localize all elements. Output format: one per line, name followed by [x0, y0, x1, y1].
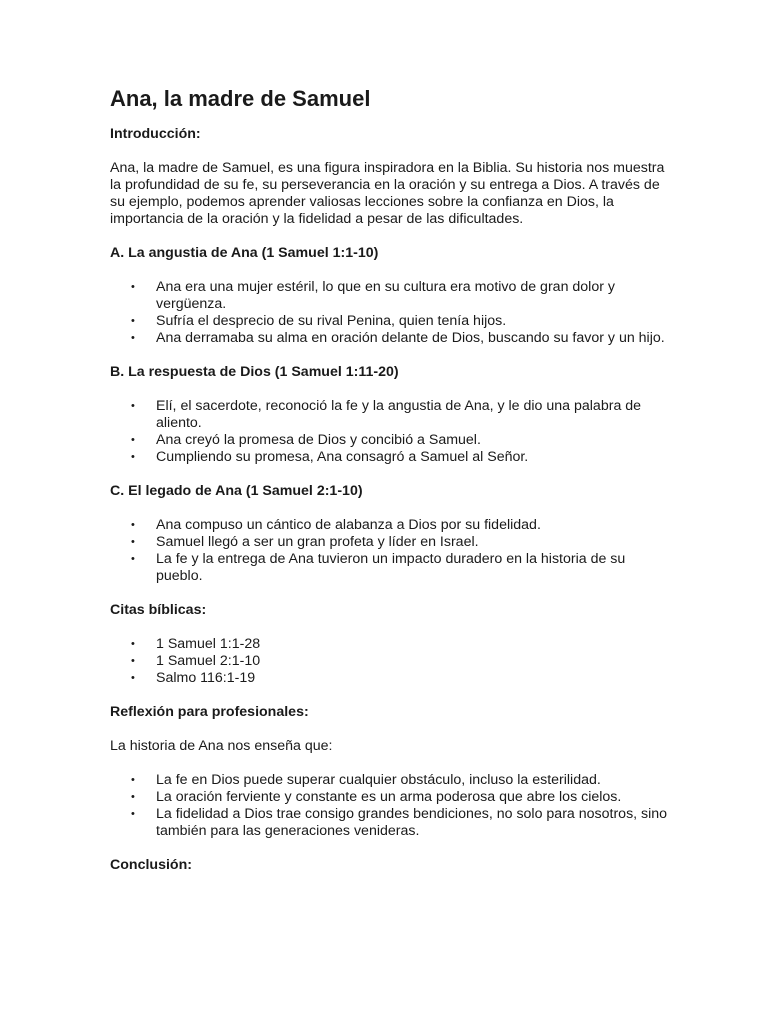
bullet-icon: •	[131, 281, 135, 294]
list-item: • Ana derramaba su alma en oración delante de Dios, buscando su favor y un hijo.	[131, 330, 665, 347]
list-item: • La fe y la entrega de Ana tuvieron un impacto duradero en la historia de su pueblo.	[131, 551, 626, 585]
bullet-icon: •	[131, 332, 135, 345]
reflection-heading: Reflexión para profesionales:	[110, 704, 309, 721]
section-c-heading: C. El legado de Ana (1 Samuel 2:1-10)	[110, 483, 363, 500]
section-b-list	[110, 398, 670, 466]
list-item: • 1 Samuel 2:1-10	[131, 653, 261, 670]
bullet-icon: •	[131, 400, 135, 413]
list-item: • 1 Samuel 1:1-28	[131, 636, 261, 653]
list-item: • Samuel llegó a ser un gran profeta y líder en Israel.	[131, 534, 479, 551]
bullet-icon: •	[131, 536, 135, 549]
reflection-list	[110, 772, 670, 840]
bullet-icon: •	[131, 638, 135, 651]
section-a-list	[110, 279, 670, 347]
list-item: • Sufría el desprecio de su rival Penina, quien tenía hijos.	[131, 313, 507, 330]
intro-paragraph: Ana, la madre de Samuel, es una figura inspiradora en la Biblia. Su historia nos muestra la profundidad de su fe, su perseverancia en la oración y su entrega a Dios. A través de su ejemplo, podemos aprender valiosas lecciones sobre la confianza en Dios, la importancia de la oración y la fidelidad a pesar de las dificultades.	[110, 160, 665, 228]
intro-heading: Introducción:	[110, 126, 201, 143]
bullet-icon: •	[131, 655, 135, 668]
document-title: Ana, la madre de Samuel	[110, 86, 371, 111]
section-c-list	[110, 517, 670, 585]
document-page	[110, 86, 670, 891]
bullet-icon: •	[131, 315, 135, 328]
bullet-icon: •	[131, 808, 135, 821]
section-b-heading: B. La respuesta de Dios (1 Samuel 1:11-20)	[110, 364, 399, 381]
bullet-icon: •	[131, 434, 135, 447]
citations-heading: Citas bíblicas:	[110, 602, 207, 619]
list-item: • La fe en Dios puede superar cualquier obstáculo, incluso la esterilidad.	[131, 772, 601, 789]
list-item: • La oración ferviente y constante es un arma poderosa que abre los cielos.	[131, 789, 622, 806]
bullet-icon: •	[131, 451, 135, 464]
bullet-icon: •	[131, 791, 135, 804]
bullet-icon: •	[131, 553, 135, 566]
section-a-heading: A. La angustia de Ana (1 Samuel 1:1-10)	[110, 245, 379, 262]
list-item: • Ana creyó la promesa de Dios y concibió a Samuel.	[131, 432, 481, 449]
reflection-paragraph: La historia de Ana nos enseña que:	[110, 738, 333, 755]
list-item: • Ana compuso un cántico de alabanza a Dios por su fidelidad.	[131, 517, 541, 534]
list-item: • La fidelidad a Dios trae consigo grandes bendiciones, no solo para nosotros, sino también para las generaciones venideras.	[131, 806, 668, 840]
list-item: • Ana era una mujer estéril, lo que en su cultura era motivo de gran dolor y vergüenza.	[131, 279, 615, 313]
citations-list	[110, 636, 670, 687]
bullet-icon: •	[131, 672, 135, 685]
bullet-icon: •	[131, 774, 135, 787]
conclusion-heading: Conclusión:	[110, 857, 192, 874]
bullet-icon: •	[131, 519, 135, 532]
list-item: • Salmo 116:1-19	[131, 670, 256, 687]
list-item: • Cumpliendo su promesa, Ana consagró a Samuel al Señor.	[131, 449, 529, 466]
list-item: • Elí, el sacerdote, reconoció la fe y la angustia de Ana, y le dio una palabra de aliento.	[131, 398, 642, 432]
